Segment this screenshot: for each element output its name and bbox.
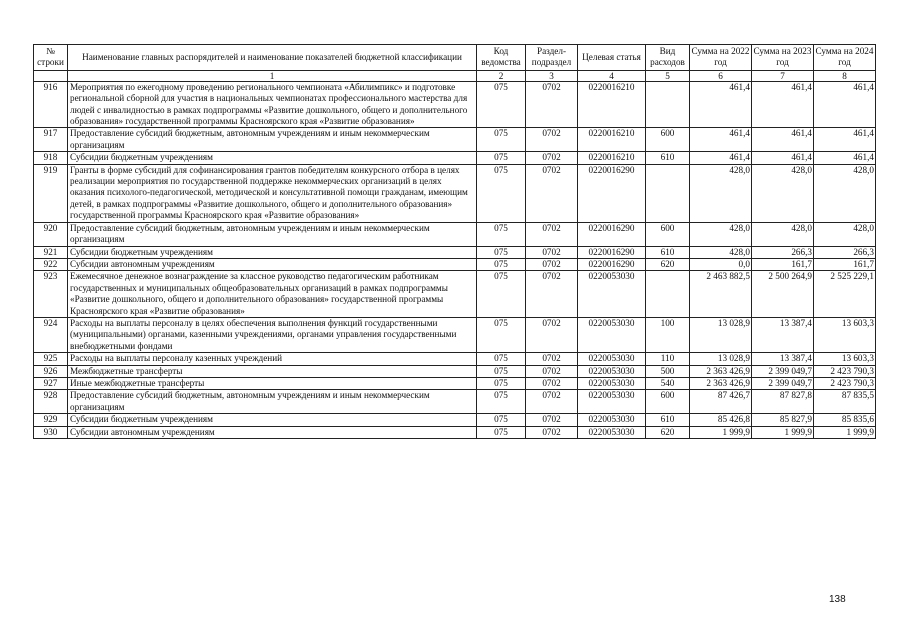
table-row <box>34 365 876 377</box>
sum-2022-cell: 428,0 <box>690 164 752 222</box>
header-number-cell: 6 <box>690 70 752 81</box>
target-article-cell: 0220053030 <box>578 426 646 438</box>
department-code-cell: 075 <box>477 222 526 246</box>
row-name-cell: Мероприятия по ежегодному проведению регионального чемпионата «Абилимпикс» и подготовке региональной сборной для участия в национальных чемпионатах профессионального мастерства для людей с инвалидностью в рамках подпрограммы «Развитие дошкольного, общего и дополнительного образования» государственной программы Красноярского края «Развитие образования» <box>68 81 477 128</box>
sum-2022-cell: 2 463 882,5 <box>690 271 752 318</box>
table-row <box>34 317 876 352</box>
sum-2024-cell: 161,7 <box>814 258 876 270</box>
sum-2024-cell: 2 423 790,3 <box>814 377 876 389</box>
section-cell: 0702 <box>526 222 578 246</box>
sum-2022-cell: 87 426,7 <box>690 390 752 414</box>
section-cell: 0702 <box>526 353 578 365</box>
target-article-cell: 0220016290 <box>578 164 646 222</box>
row-number-cell: 924 <box>34 317 68 352</box>
row-name-cell: Расходы на выплаты персоналу в целях обеспечения выполнения функций государственными (муниципальными) органами, казенными учреждениями, органами управления государственными внебюджетными фондами <box>68 317 477 352</box>
row-name-cell: Иные межбюджетные трансферты <box>68 377 477 389</box>
budget-table <box>33 44 876 439</box>
sum-2024-cell: 428,0 <box>814 222 876 246</box>
expense-type-cell <box>646 81 690 128</box>
header-department-code: Код ведомства <box>477 45 526 71</box>
target-article-cell: 0220053030 <box>578 365 646 377</box>
target-article-cell: 0220016290 <box>578 222 646 246</box>
section-cell: 0702 <box>526 246 578 258</box>
row-number-cell: 919 <box>34 164 68 222</box>
table-row <box>34 258 876 270</box>
expense-type-cell: 600 <box>646 222 690 246</box>
table-row <box>34 353 876 365</box>
sum-2023-cell: 428,0 <box>752 222 814 246</box>
table-row <box>34 81 876 128</box>
sum-2024-cell: 461,4 <box>814 81 876 128</box>
page-number: 138 <box>829 594 846 605</box>
expense-type-cell: 100 <box>646 317 690 352</box>
sum-2022-cell: 0,0 <box>690 258 752 270</box>
sum-2023-cell: 2 399 049,7 <box>752 377 814 389</box>
sum-2024-cell: 266,3 <box>814 246 876 258</box>
header-number-cell: 5 <box>646 70 690 81</box>
header-expense-type: Вид расходов <box>646 45 690 71</box>
header-sum-2023: Сумма на 2023 год <box>752 45 814 71</box>
row-name-cell: Субсидии автономным учреждениям <box>68 258 477 270</box>
row-name-cell: Субсидии бюджетным учреждениям <box>68 414 477 426</box>
row-name-cell: Субсидии бюджетным учреждениям <box>68 246 477 258</box>
row-number-cell: 920 <box>34 222 68 246</box>
target-article-cell: 0220016210 <box>578 81 646 128</box>
row-number-cell: 926 <box>34 365 68 377</box>
row-number-cell: 928 <box>34 390 68 414</box>
sum-2023-cell: 428,0 <box>752 164 814 222</box>
row-number-cell: 918 <box>34 152 68 164</box>
row-name-cell: Субсидии бюджетным учреждениям <box>68 152 477 164</box>
header-number-cell: 1 <box>68 70 477 81</box>
sum-2023-cell: 13 387,4 <box>752 317 814 352</box>
header-number-cell: 2 <box>477 70 526 81</box>
section-cell: 0702 <box>526 390 578 414</box>
expense-type-cell: 540 <box>646 377 690 389</box>
department-code-cell: 075 <box>477 414 526 426</box>
sum-2022-cell: 2 363 426,9 <box>690 377 752 389</box>
table-row <box>34 164 876 222</box>
sum-2024-cell: 461,4 <box>814 128 876 152</box>
table-row <box>34 152 876 164</box>
sum-2023-cell: 13 387,4 <box>752 353 814 365</box>
target-article-cell: 0220016290 <box>578 246 646 258</box>
sum-2022-cell: 85 426,8 <box>690 414 752 426</box>
row-number-cell: 923 <box>34 271 68 318</box>
expense-type-cell <box>646 164 690 222</box>
sum-2023-cell: 266,3 <box>752 246 814 258</box>
section-cell: 0702 <box>526 128 578 152</box>
sum-2023-cell: 2 500 264,9 <box>752 271 814 318</box>
sum-2022-cell: 13 028,9 <box>690 317 752 352</box>
header-number-cell: 4 <box>578 70 646 81</box>
sum-2024-cell: 2 423 790,3 <box>814 365 876 377</box>
section-cell: 0702 <box>526 81 578 128</box>
target-article-cell: 0220053030 <box>578 353 646 365</box>
expense-type-cell: 620 <box>646 258 690 270</box>
row-number-cell: 917 <box>34 128 68 152</box>
row-name-cell: Предоставление субсидий бюджетным, автономным учреждениям и иным некоммерческим организациям <box>68 222 477 246</box>
target-article-cell: 0220053030 <box>578 377 646 389</box>
department-code-cell: 075 <box>477 81 526 128</box>
expense-type-cell: 600 <box>646 390 690 414</box>
expense-type-cell: 620 <box>646 426 690 438</box>
sum-2022-cell: 2 363 426,9 <box>690 365 752 377</box>
target-article-cell: 0220016290 <box>578 258 646 270</box>
sum-2022-cell: 428,0 <box>690 222 752 246</box>
header-target-article: Целевая статья <box>578 45 646 71</box>
table-row <box>34 271 876 318</box>
department-code-cell: 075 <box>477 365 526 377</box>
sum-2023-cell: 161,7 <box>752 258 814 270</box>
row-name-cell: Расходы на выплаты персоналу казенных учреждений <box>68 353 477 365</box>
department-code-cell: 075 <box>477 426 526 438</box>
row-number-cell: 921 <box>34 246 68 258</box>
table-header <box>34 45 876 82</box>
department-code-cell: 075 <box>477 164 526 222</box>
sum-2023-cell: 461,4 <box>752 128 814 152</box>
table-row <box>34 222 876 246</box>
row-number-cell: 930 <box>34 426 68 438</box>
row-name-cell: Предоставление субсидий бюджетным, автономным учреждениям и иным некоммерческим организациям <box>68 390 477 414</box>
table-row <box>34 128 876 152</box>
expense-type-cell: 600 <box>646 128 690 152</box>
row-number-cell: 927 <box>34 377 68 389</box>
section-cell: 0702 <box>526 414 578 426</box>
header-name: Наименование главных распорядителей и наименование показателей бюджетной классификации <box>68 45 477 71</box>
department-code-cell: 075 <box>477 377 526 389</box>
section-cell: 0702 <box>526 258 578 270</box>
target-article-cell: 0220053030 <box>578 271 646 318</box>
expense-type-cell: 500 <box>646 365 690 377</box>
table-row <box>34 377 876 389</box>
target-article-cell: 0220053030 <box>578 414 646 426</box>
sum-2024-cell: 13 603,3 <box>814 317 876 352</box>
sum-2023-cell: 2 399 049,7 <box>752 365 814 377</box>
table-row <box>34 390 876 414</box>
expense-type-cell: 610 <box>646 414 690 426</box>
section-cell: 0702 <box>526 365 578 377</box>
department-code-cell: 075 <box>477 317 526 352</box>
header-sum-2022: Сумма на 2022 год <box>690 45 752 71</box>
sum-2024-cell: 428,0 <box>814 164 876 222</box>
target-article-cell: 0220053030 <box>578 317 646 352</box>
expense-type-cell: 610 <box>646 152 690 164</box>
expense-type-cell: 110 <box>646 353 690 365</box>
department-code-cell: 075 <box>477 390 526 414</box>
header-sum-2024: Сумма на 2024 год <box>814 45 876 71</box>
header-number-cell <box>34 70 68 81</box>
table-row <box>34 426 876 438</box>
section-cell: 0702 <box>526 317 578 352</box>
sum-2024-cell: 2 525 229,1 <box>814 271 876 318</box>
table-row <box>34 414 876 426</box>
sum-2022-cell: 428,0 <box>690 246 752 258</box>
department-code-cell: 075 <box>477 128 526 152</box>
header-row-number: № строки <box>34 45 68 71</box>
department-code-cell: 075 <box>477 152 526 164</box>
row-number-cell: 929 <box>34 414 68 426</box>
target-article-cell: 0220016210 <box>578 128 646 152</box>
row-number-cell: 916 <box>34 81 68 128</box>
expense-type-cell: 610 <box>646 246 690 258</box>
sum-2023-cell: 461,4 <box>752 152 814 164</box>
header-number-cell: 8 <box>814 70 876 81</box>
table-body <box>34 81 876 438</box>
sum-2024-cell: 13 603,3 <box>814 353 876 365</box>
department-code-cell: 075 <box>477 258 526 270</box>
row-name-cell: Гранты в форме субсидий для софинансирования грантов победителям конкурсного отбора в целях реализации мероприятия по государственной поддержке некоммерческих организаций в целях оказания психолого-педагогической, методической и консультативной помощи гражданам, имеющим детей, в рамках подпрограммы «Развитие дошкольного, общего и дополнительного образования» государственной программы Красноярского края «Развитие образования» <box>68 164 477 222</box>
sum-2023-cell: 87 827,8 <box>752 390 814 414</box>
table-row <box>34 246 876 258</box>
section-cell: 0702 <box>526 271 578 318</box>
row-name-cell: Межбюджетные трансферты <box>68 365 477 377</box>
sum-2024-cell: 87 835,5 <box>814 390 876 414</box>
sum-2022-cell: 461,4 <box>690 81 752 128</box>
row-number-cell: 925 <box>34 353 68 365</box>
sum-2024-cell: 85 835,6 <box>814 414 876 426</box>
row-name-cell: Субсидии автономным учреждениям <box>68 426 477 438</box>
row-number-cell: 922 <box>34 258 68 270</box>
sum-2022-cell: 13 028,9 <box>690 353 752 365</box>
sum-2024-cell: 1 999,9 <box>814 426 876 438</box>
sum-2022-cell: 1 999,9 <box>690 426 752 438</box>
header-number-cell: 3 <box>526 70 578 81</box>
row-name-cell: Предоставление субсидий бюджетным, автономным учреждениям и иным некоммерческим организациям <box>68 128 477 152</box>
sum-2022-cell: 461,4 <box>690 152 752 164</box>
department-code-cell: 075 <box>477 353 526 365</box>
sum-2022-cell: 461,4 <box>690 128 752 152</box>
sum-2023-cell: 1 999,9 <box>752 426 814 438</box>
section-cell: 0702 <box>526 426 578 438</box>
expense-type-cell <box>646 271 690 318</box>
department-code-cell: 075 <box>477 246 526 258</box>
target-article-cell: 0220053030 <box>578 390 646 414</box>
header-number-cell: 7 <box>752 70 814 81</box>
section-cell: 0702 <box>526 152 578 164</box>
sum-2023-cell: 461,4 <box>752 81 814 128</box>
section-cell: 0702 <box>526 377 578 389</box>
header-section: Раздел-подраздел <box>526 45 578 71</box>
section-cell: 0702 <box>526 164 578 222</box>
department-code-cell: 075 <box>477 271 526 318</box>
sum-2023-cell: 85 827,9 <box>752 414 814 426</box>
row-name-cell: Ежемесячное денежное вознаграждение за классное руководство педагогическим работникам государственных и муниципальных общеобразовательных организаций в рамках подпрограммы «Развитие дошкольного, общего и дополнительного образования» государственной программы Красноярского края «Развитие образования» <box>68 271 477 318</box>
sum-2024-cell: 461,4 <box>814 152 876 164</box>
target-article-cell: 0220016210 <box>578 152 646 164</box>
